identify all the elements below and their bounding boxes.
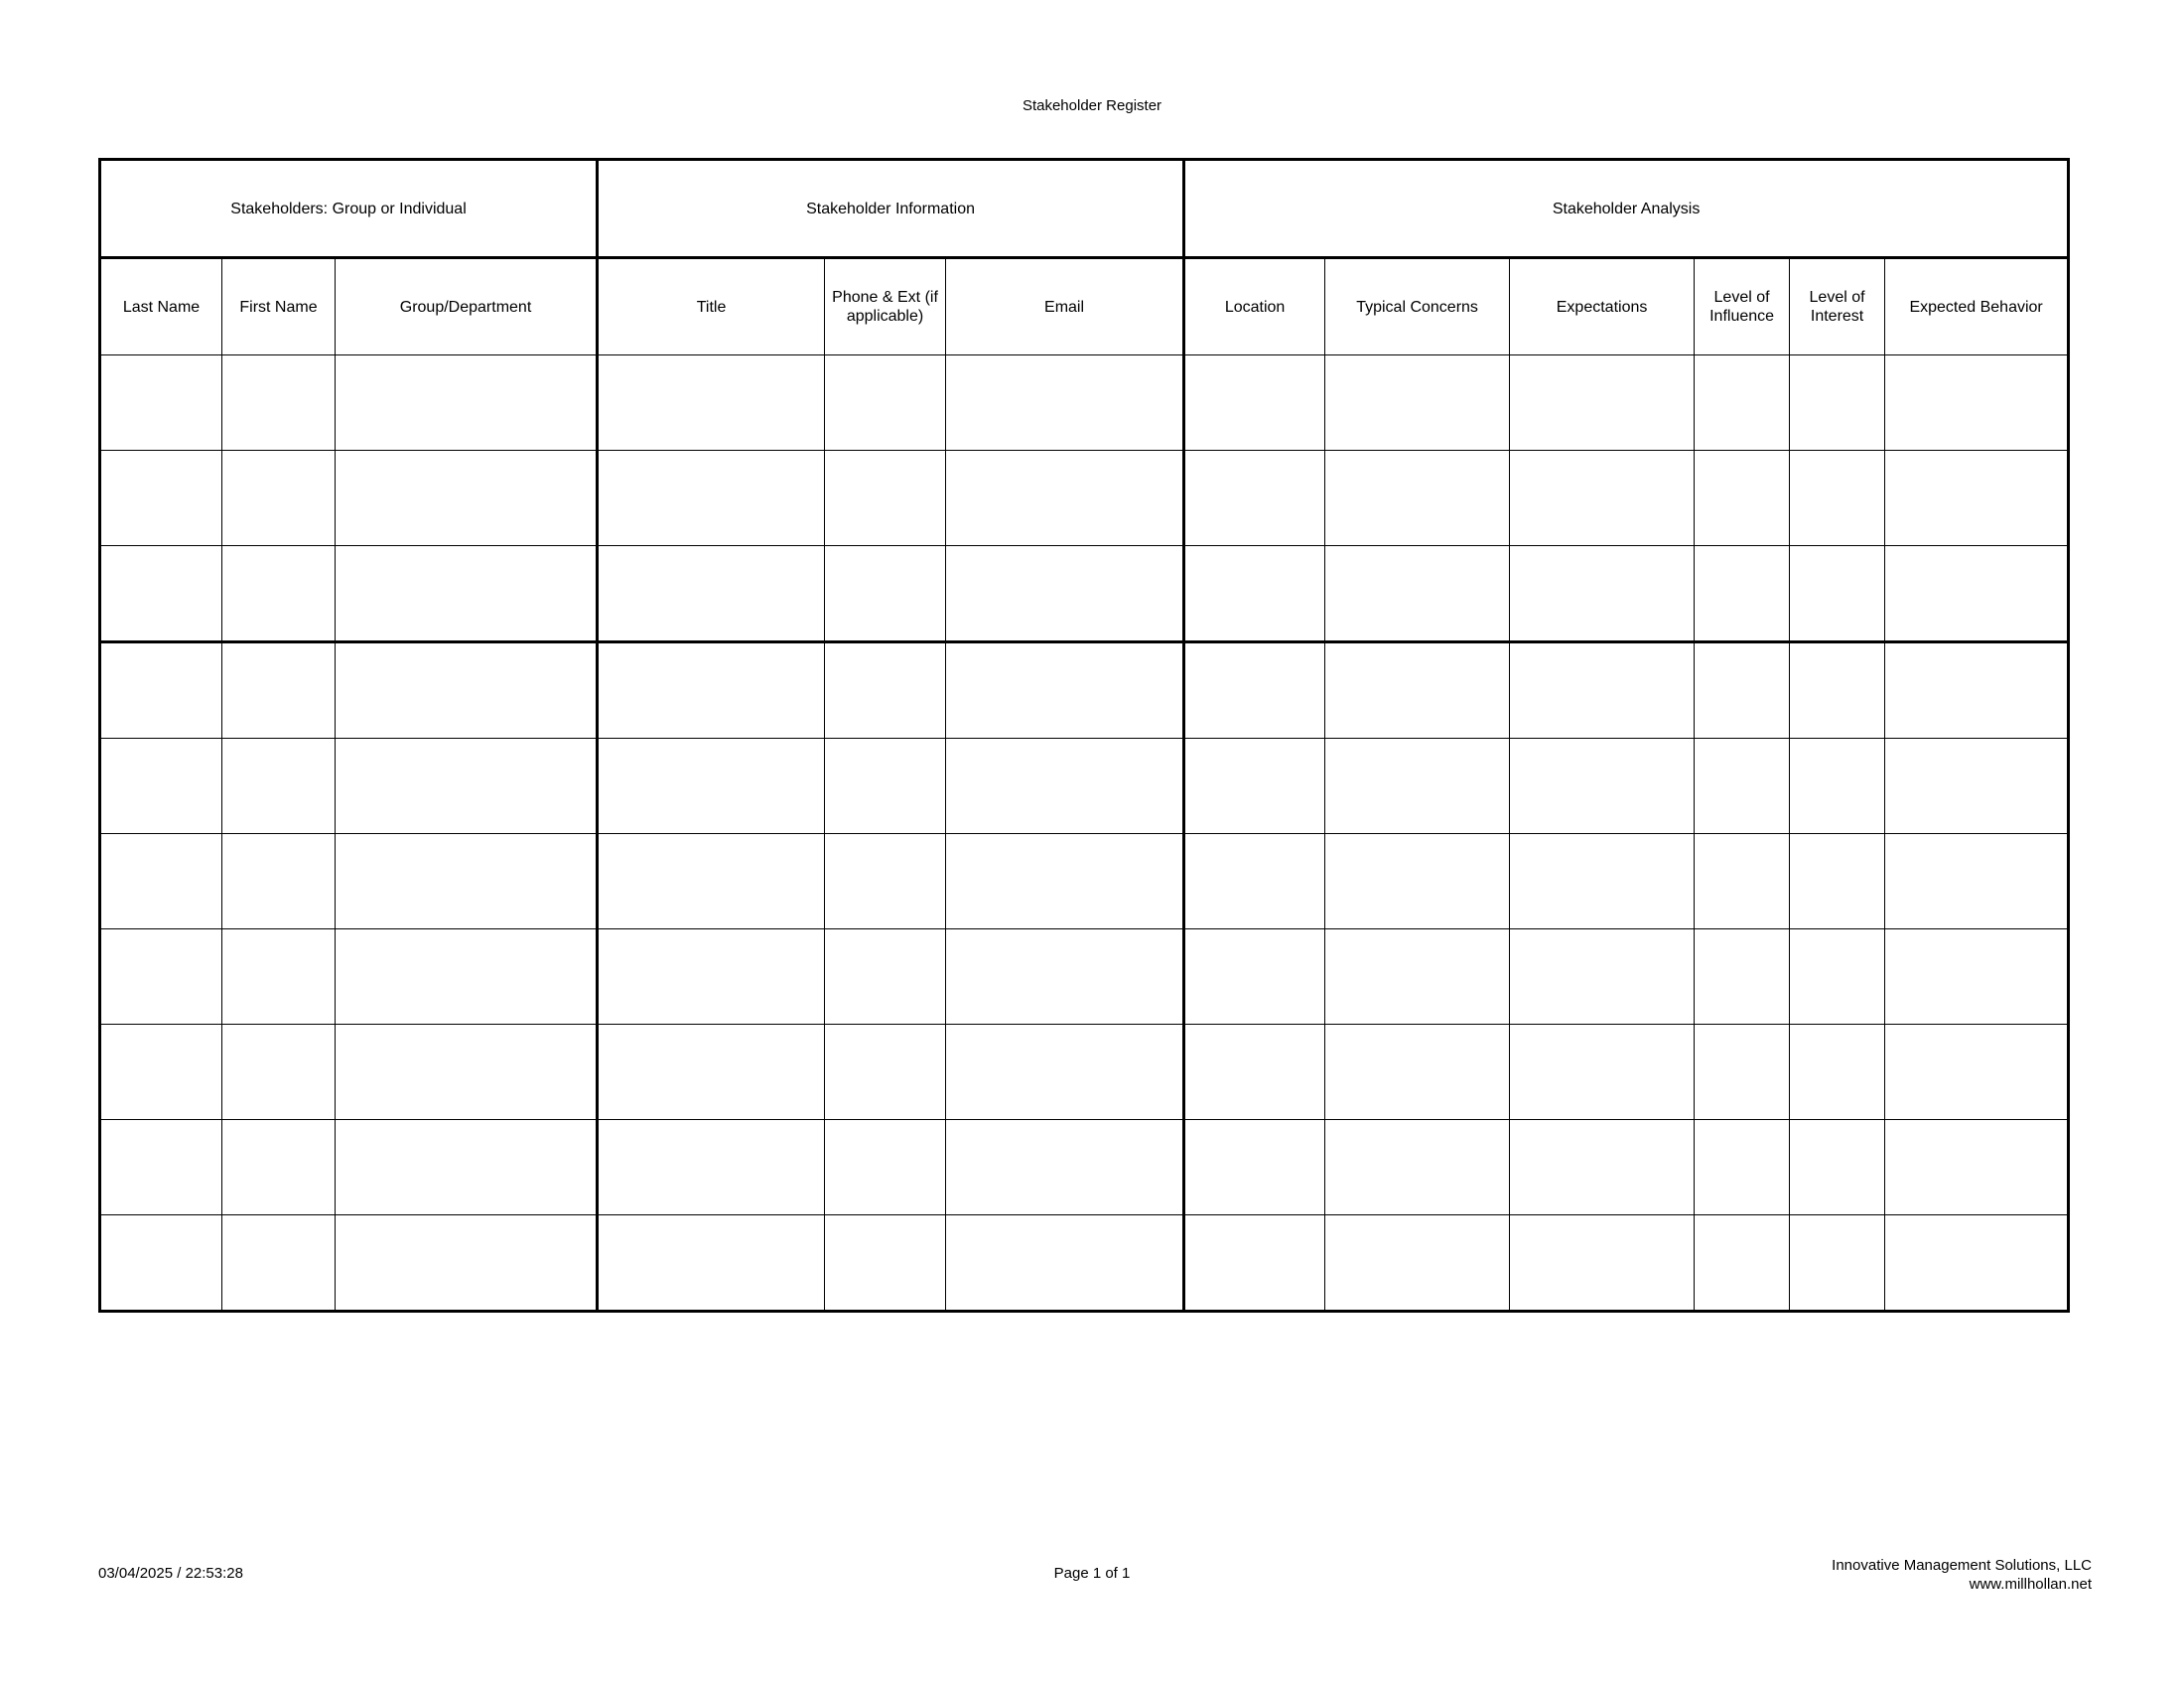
table-cell[interactable] <box>946 1215 1184 1312</box>
table-cell[interactable] <box>1790 546 1885 642</box>
table-cell[interactable] <box>825 929 946 1025</box>
table-cell[interactable] <box>1885 929 2069 1025</box>
table-cell[interactable] <box>100 451 222 546</box>
table-cell[interactable] <box>100 739 222 834</box>
table-cell[interactable] <box>598 834 825 929</box>
table-cell[interactable] <box>1184 929 1325 1025</box>
table-cell[interactable] <box>222 355 336 451</box>
table-cell[interactable] <box>222 739 336 834</box>
table-row <box>100 1120 2069 1215</box>
table-cell[interactable] <box>825 451 946 546</box>
group-header-stakeholders: Stakeholders: Group or Individual <box>100 160 598 258</box>
table-cell[interactable] <box>1184 642 1325 739</box>
table-cell[interactable] <box>1325 1120 1510 1215</box>
table-row <box>100 1025 2069 1120</box>
table-cell[interactable] <box>222 451 336 546</box>
table-cell[interactable] <box>1790 929 1885 1025</box>
table-cell[interactable] <box>1325 451 1510 546</box>
column-header-expected-behavior: Expected Behavior <box>1885 258 2069 355</box>
table-cell[interactable] <box>1695 1120 1790 1215</box>
table-cell[interactable] <box>946 642 1184 739</box>
table-cell[interactable] <box>336 1025 598 1120</box>
table-cell[interactable] <box>336 834 598 929</box>
table-cell[interactable] <box>336 1120 598 1215</box>
column-header-location: Location <box>1184 258 1325 355</box>
table-cell[interactable] <box>946 546 1184 642</box>
table-cell[interactable] <box>1184 546 1325 642</box>
table-cell[interactable] <box>946 451 1184 546</box>
table-cell[interactable] <box>1510 929 1695 1025</box>
table-cell[interactable] <box>1510 546 1695 642</box>
table-cell[interactable] <box>825 355 946 451</box>
table-cell[interactable] <box>336 1215 598 1312</box>
table-cell[interactable] <box>1885 546 2069 642</box>
table-cell[interactable] <box>1325 739 1510 834</box>
table-cell[interactable] <box>1790 642 1885 739</box>
table-cell[interactable] <box>1184 1215 1325 1312</box>
company-website: www.millhollan.net <box>1969 1576 2092 1593</box>
table-cell[interactable] <box>336 451 598 546</box>
table-cell[interactable] <box>1184 1120 1325 1215</box>
table-cell[interactable] <box>100 1120 222 1215</box>
table-cell[interactable] <box>1184 451 1325 546</box>
table-cell[interactable] <box>1510 834 1695 929</box>
table-cell[interactable] <box>1184 834 1325 929</box>
table-cell[interactable] <box>598 1120 825 1215</box>
table-cell[interactable] <box>946 929 1184 1025</box>
table-cell[interactable] <box>1510 1120 1695 1215</box>
table-cell[interactable] <box>1325 355 1510 451</box>
table-cell[interactable] <box>598 929 825 1025</box>
table-cell[interactable] <box>1184 1025 1325 1120</box>
table-cell[interactable] <box>1790 834 1885 929</box>
table-cell[interactable] <box>1510 642 1695 739</box>
table-cell[interactable] <box>1695 355 1790 451</box>
table-cell[interactable] <box>1325 1215 1510 1312</box>
table-row <box>100 451 2069 546</box>
table-cell[interactable] <box>946 355 1184 451</box>
table-cell[interactable] <box>100 929 222 1025</box>
table-cell[interactable] <box>1510 1215 1695 1312</box>
table-cell[interactable] <box>825 1025 946 1120</box>
table-cell[interactable] <box>1885 1025 2069 1120</box>
table-cell[interactable] <box>1184 739 1325 834</box>
table-cell[interactable] <box>1885 1120 2069 1215</box>
table-cell[interactable] <box>598 642 825 739</box>
table-cell[interactable] <box>1695 834 1790 929</box>
print-timestamp: 03/04/2025 / 22:53:28 <box>98 1565 243 1582</box>
table-cell[interactable] <box>825 546 946 642</box>
table-cell[interactable] <box>598 355 825 451</box>
table-cell[interactable] <box>336 929 598 1025</box>
table-cell[interactable] <box>1885 739 2069 834</box>
table-cell[interactable] <box>598 739 825 834</box>
table-cell[interactable] <box>825 642 946 739</box>
table-cell[interactable] <box>1184 355 1325 451</box>
column-header-row <box>100 258 2069 355</box>
table-row <box>100 834 2069 929</box>
page-number: Page 1 of 1 <box>1053 1565 1131 1582</box>
column-header-typical-concerns: Typical Concerns <box>1325 258 1510 355</box>
group-header-analysis: Stakeholder Analysis <box>1184 160 2069 258</box>
table-row <box>100 355 2069 451</box>
table-cell[interactable] <box>1325 546 1510 642</box>
table-cell[interactable] <box>100 642 222 739</box>
table-cell[interactable] <box>222 1120 336 1215</box>
table-cell[interactable] <box>825 1120 946 1215</box>
table-cell[interactable] <box>946 834 1184 929</box>
table-row <box>100 642 2069 739</box>
column-header-email: Email <box>946 258 1184 355</box>
table-cell[interactable] <box>336 355 598 451</box>
table-cell[interactable] <box>100 1215 222 1312</box>
table-cell[interactable] <box>1885 451 2069 546</box>
table-cell[interactable] <box>825 1215 946 1312</box>
table-cell[interactable] <box>1790 355 1885 451</box>
column-header-expectations: Expectations <box>1510 258 1695 355</box>
table-cell[interactable] <box>946 739 1184 834</box>
table-cell[interactable] <box>825 739 946 834</box>
table-cell[interactable] <box>946 1025 1184 1120</box>
company-name: Innovative Management Solutions, LLC <box>1832 1557 2092 1574</box>
table-cell[interactable] <box>1695 642 1790 739</box>
table-cell[interactable] <box>222 1025 336 1120</box>
table-cell[interactable] <box>336 642 598 739</box>
table-cell[interactable] <box>1325 642 1510 739</box>
group-header-information: Stakeholder Information <box>598 160 1184 258</box>
table-cell[interactable] <box>598 1215 825 1312</box>
table-cell[interactable] <box>1510 1025 1695 1120</box>
table-cell[interactable] <box>222 642 336 739</box>
table-cell[interactable] <box>336 739 598 834</box>
table-cell[interactable] <box>1510 355 1695 451</box>
table-cell[interactable] <box>598 1025 825 1120</box>
table-cell[interactable] <box>100 1025 222 1120</box>
table-cell[interactable] <box>222 546 336 642</box>
company-info <box>1832 1556 2092 1594</box>
table-cell[interactable] <box>1695 929 1790 1025</box>
column-header-last-name: Last Name <box>100 258 222 355</box>
column-header-level-of-influence: Level of Influence <box>1695 258 1790 355</box>
table-cell[interactable] <box>1695 1215 1790 1312</box>
column-header-title: Title <box>598 258 825 355</box>
table-cell[interactable] <box>1790 451 1885 546</box>
table-cell[interactable] <box>1885 642 2069 739</box>
table-cell[interactable] <box>1510 739 1695 834</box>
column-header-group-department: Group/Department <box>336 258 598 355</box>
table-cell[interactable] <box>1325 834 1510 929</box>
table-row <box>100 929 2069 1025</box>
table-cell[interactable] <box>1790 1120 1885 1215</box>
table-cell[interactable] <box>1790 1025 1885 1120</box>
table-row <box>100 1215 2069 1312</box>
column-header-phone-ext: Phone & Ext (if applicable) <box>825 258 946 355</box>
stakeholder-register-table <box>98 158 2070 1313</box>
table-cell[interactable] <box>100 834 222 929</box>
page-title: Stakeholder Register <box>1022 97 1162 114</box>
table-cell[interactable] <box>222 929 336 1025</box>
table-cell[interactable] <box>1790 1215 1885 1312</box>
table-cell[interactable] <box>1695 739 1790 834</box>
table-cell[interactable] <box>100 546 222 642</box>
table-cell[interactable] <box>1790 739 1885 834</box>
table-cell[interactable] <box>825 834 946 929</box>
table-cell[interactable] <box>1885 355 2069 451</box>
column-header-level-of-interest: Level of Interest <box>1790 258 1885 355</box>
column-group-row <box>100 160 2069 258</box>
table-cell[interactable] <box>1695 451 1790 546</box>
register-body <box>100 355 2069 1312</box>
column-header-first-name: First Name <box>222 258 336 355</box>
table-cell[interactable] <box>1885 1215 2069 1312</box>
table-row <box>100 546 2069 642</box>
table-cell[interactable] <box>222 1215 336 1312</box>
table-cell[interactable] <box>1885 834 2069 929</box>
table-cell[interactable] <box>1695 546 1790 642</box>
table-cell[interactable] <box>1510 451 1695 546</box>
table-cell[interactable] <box>598 546 825 642</box>
table-cell[interactable] <box>1695 1025 1790 1120</box>
table-cell[interactable] <box>100 355 222 451</box>
table-cell[interactable] <box>598 451 825 546</box>
table-row <box>100 739 2069 834</box>
table-cell[interactable] <box>222 834 336 929</box>
table-cell[interactable] <box>946 1120 1184 1215</box>
table-cell[interactable] <box>336 546 598 642</box>
table-cell[interactable] <box>1325 929 1510 1025</box>
table-cell[interactable] <box>1325 1025 1510 1120</box>
